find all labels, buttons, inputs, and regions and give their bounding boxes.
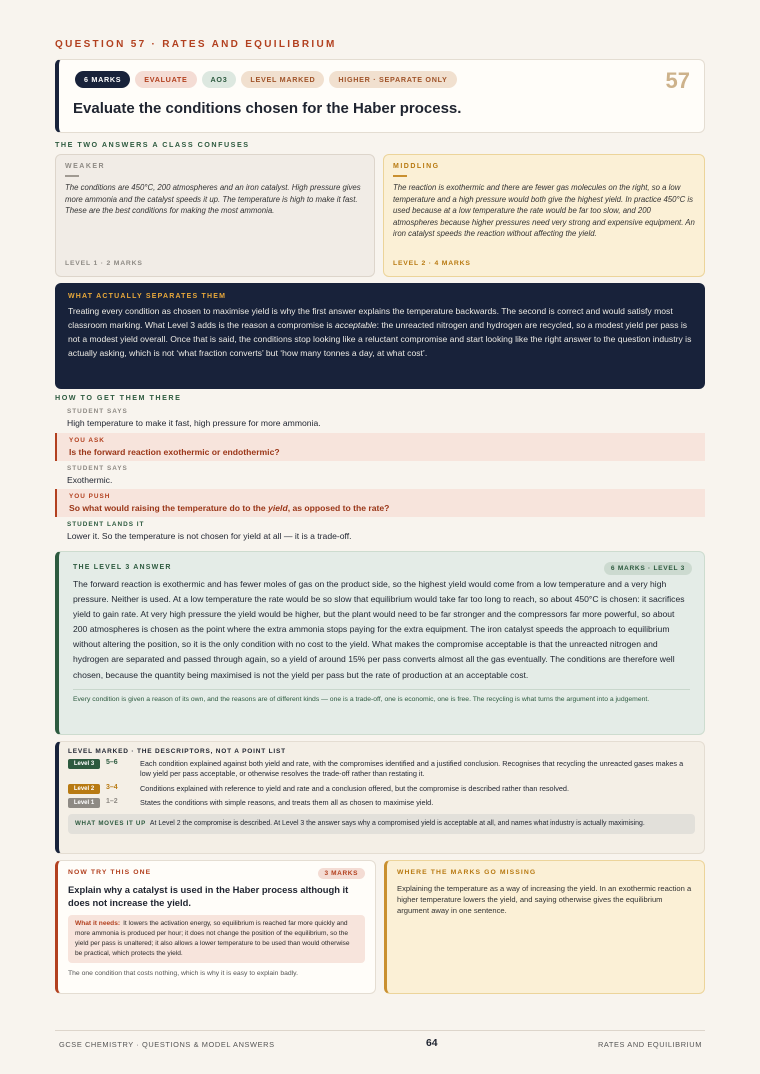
levels-label: LEVEL MARKED · THE DESCRIPTORS, NOT A POINT LIST xyxy=(68,748,286,755)
level-descriptors-card xyxy=(55,741,705,854)
speech-text-a: So what would raising the temperature do to the xyxy=(69,503,269,513)
needs-label: What it needs: xyxy=(75,920,121,928)
dialogue-heading: HOW TO GET THEM THERE xyxy=(55,393,182,402)
speech-text-b: , as opposed to the rate? xyxy=(287,503,390,513)
speaker-label: STUDENT SAYS xyxy=(67,408,128,415)
question-text: Evaluate the conditions chosen for the Haber process. xyxy=(73,100,462,117)
try-label: NOW TRY THIS ONE xyxy=(68,869,152,876)
separates-text-b: : the unreacted nitrogen and hydrogen are recycled, so a modest yield per pass is not a modest yield overall. Once that is said, the conditions stop looking like a reluctant compromise and start looking like the right answer to the question industry is actually asking, which is not ‘what fraction converts’ but ‘how many tonnes a day, at what cost’. xyxy=(68,320,692,358)
question-tags xyxy=(75,71,457,88)
you-push xyxy=(55,489,705,517)
model-badge: 6 MARKS · LEVEL 3 xyxy=(604,562,692,575)
middling-label: MIDDLING xyxy=(393,163,440,170)
level-tag: Level 1 xyxy=(68,798,100,808)
speech-text: Lower it. So the temperature is not chosen for yield at all — it is a trade-off. xyxy=(67,531,352,541)
needs-text: It lowers the activation energy, so equilibrium is reached far more quickly and more ammonia is produced per hour; it does not change the position of the equilibrium, so the yield per pass is unaltered; it also allows a lower temperature to be used than would otherwise be practical, which protects the yield. xyxy=(75,920,350,957)
footer-chapter: RATES AND EQUILIBRIUM xyxy=(597,1040,702,1049)
separates-label: WHAT ACTUALLY SEPARATES THEM xyxy=(68,293,227,300)
speaker-label: YOU PUSH xyxy=(69,493,111,500)
try-tail-note: The one condition that costs nothing, which is why it is easy to explain badly. xyxy=(68,969,298,977)
middling-level: LEVEL 2 · 4 MARKS xyxy=(393,260,471,267)
page-number: 64 xyxy=(426,1038,438,1049)
level-description: Each condition explained against both yield and rate, with the compromises identified and a justified conclusion. Recognises that recycling the unreacted gases makes a low yield per pass acceptable, or otherwise resolves the trade-off rather than restating it. xyxy=(140,759,684,779)
command-word-tag: EVALUATE xyxy=(135,71,196,88)
middling-divider xyxy=(393,175,407,177)
weaker-divider xyxy=(65,175,79,177)
separates-panel xyxy=(55,283,705,389)
missing-label: WHERE THE MARKS GO MISSING xyxy=(397,869,537,876)
footer-book-title: GCSE CHEMISTRY · QUESTIONS & MODEL ANSWERS xyxy=(59,1040,275,1049)
level-row xyxy=(68,759,695,780)
separates-text-a: Treating every condition as chosen to maximise yield is why the first answer explains the temperature backwards. The second is correct and would satisfy most classroom marking. What Level 3 adds is the reason a compromise is xyxy=(68,306,673,330)
footer-rule xyxy=(55,1030,705,1031)
speaker-label: STUDENT LANDS IT xyxy=(67,521,145,528)
student-says-2 xyxy=(55,461,705,489)
compare-heading: THE TWO ANSWERS A CLASS CONFUSES xyxy=(55,140,250,149)
moves-it-up-box xyxy=(68,814,695,834)
missing-text: Explaining the temperature as a way of increasing the yield. In an exothermic reaction a higher temperature lowers the yield, and saying otherwise gives the equilibrium argument away in one sentence. xyxy=(397,884,692,916)
try-question: Explain why a catalyst is used in the Haber process although it does not increase the yield. xyxy=(68,884,349,908)
marks-tag: 6 MARKS xyxy=(75,71,130,88)
weaker-answer-card xyxy=(55,154,375,277)
student-says-1 xyxy=(55,404,705,432)
weaker-label: WEAKER xyxy=(65,163,106,170)
level-row xyxy=(68,798,695,808)
question-kicker: QUESTION 57 · RATES AND EQUILIBRIUM xyxy=(55,39,337,50)
weaker-level: LEVEL 1 · 2 MARKS xyxy=(65,260,143,267)
level-tag: Level 2 xyxy=(68,784,100,794)
level-description: Conditions explained with reference to yield and rate and a conclusion offered, but the compromise is described rather than resolved. xyxy=(140,783,570,793)
moves-text: At Level 2 the compromise is described. At Level 3 the answer says why a compromised yield is acceptable at all, and names what industry is actually maximising. xyxy=(149,819,645,827)
model-label: THE LEVEL 3 ANSWER xyxy=(73,564,172,571)
marking-type-tag: LEVEL MARKED xyxy=(241,71,324,88)
speech-text-emphasis: yield xyxy=(268,503,288,513)
level-range: 1–2 xyxy=(106,798,118,806)
model-text: The forward reaction is exothermic and has fewer moles of gas on the product side, so the highest yield would come from a low temperature and a very high pressure. Neither is used. At a low temperature the rate would be so slow that equilibrium would take far too long to reach, so about 450°C is chosen: it sacrifices yield to gain rate. At very high pressure the yield would be higher, but the plant would need to be far stronger and the compressors far more powerful, so about 200 atmospheres is chosen as the point where the extra ammonia stops paying for the extra equipment. The iron catalyst speeds the approach to equilibrium without altering the position, so it is the only condition with no cost to the yield. What makes the compromise acceptable is that the unreacted nitrogen and hydrogen are separated and passed through again, so a yield of around 15% per pass converts almost all the gas eventually. The conditions are therefore well chosen, because the quantity being maximised is not the yield per pass but the rate of production at an acceptable cost. xyxy=(73,579,685,680)
tier-tag: HIGHER · SEPARATE ONLY xyxy=(329,71,456,88)
try-this-card xyxy=(55,860,376,994)
level-description: States the conditions with simple reasons, and treats them all as chosen to maximise yield. xyxy=(140,798,434,808)
model-answer-card xyxy=(55,551,705,735)
speaker-label: STUDENT SAYS xyxy=(67,465,128,472)
middling-text: The reaction is exothermic and there are fewer gas molecules on the right, so a low temperature and a high pressure would both give the highest yield. In practice 450°C is used because at a low temperature the rate would be far too slow, and 200 atmospheres because higher pressures need very strong and expensive equipment. An iron catalyst speeds the reaction without affecting the yield. xyxy=(393,183,695,239)
you-ask xyxy=(55,433,705,461)
moves-label: WHAT MOVES IT UP xyxy=(75,819,146,827)
question-card xyxy=(55,59,705,133)
level-row xyxy=(68,784,695,794)
weaker-text: The conditions are 450°C, 200 atmospheres and an iron catalyst. High pressure gives more ammonia and the catalyst speeds it up. The temperature is high to make it fast. These are the best conditions for making the most ammonia. xyxy=(65,183,361,216)
student-lands-it xyxy=(55,517,705,545)
level-range: 3–4 xyxy=(106,783,118,791)
assessment-objective-tag: AO3 xyxy=(202,71,237,88)
speech-text xyxy=(69,503,693,513)
speech-text: High temperature to make it fast, high pressure for more ammonia. xyxy=(67,418,321,428)
needs-box xyxy=(68,915,365,963)
separates-text-emphasis: acceptable xyxy=(335,320,377,330)
try-marks-badge: 3 MARKS xyxy=(318,868,365,879)
level-tag: Level 3 xyxy=(68,759,100,769)
speaker-label: YOU ASK xyxy=(69,437,105,444)
marks-missing-card xyxy=(384,860,705,994)
question-number: 57 xyxy=(665,68,690,93)
separates-text xyxy=(68,304,692,360)
middling-answer-card xyxy=(383,154,705,277)
model-note: Every condition is given a reason of its own, and the reasons are of different kinds — one is a trade-off, one is economic, one is free. The recycling is what turns the argument into a judgement. xyxy=(73,689,690,706)
level-range: 5–6 xyxy=(106,759,118,766)
speech-text: Exothermic. xyxy=(67,475,113,485)
speech-text: Is the forward reaction exothermic or endothermic? xyxy=(69,447,280,457)
